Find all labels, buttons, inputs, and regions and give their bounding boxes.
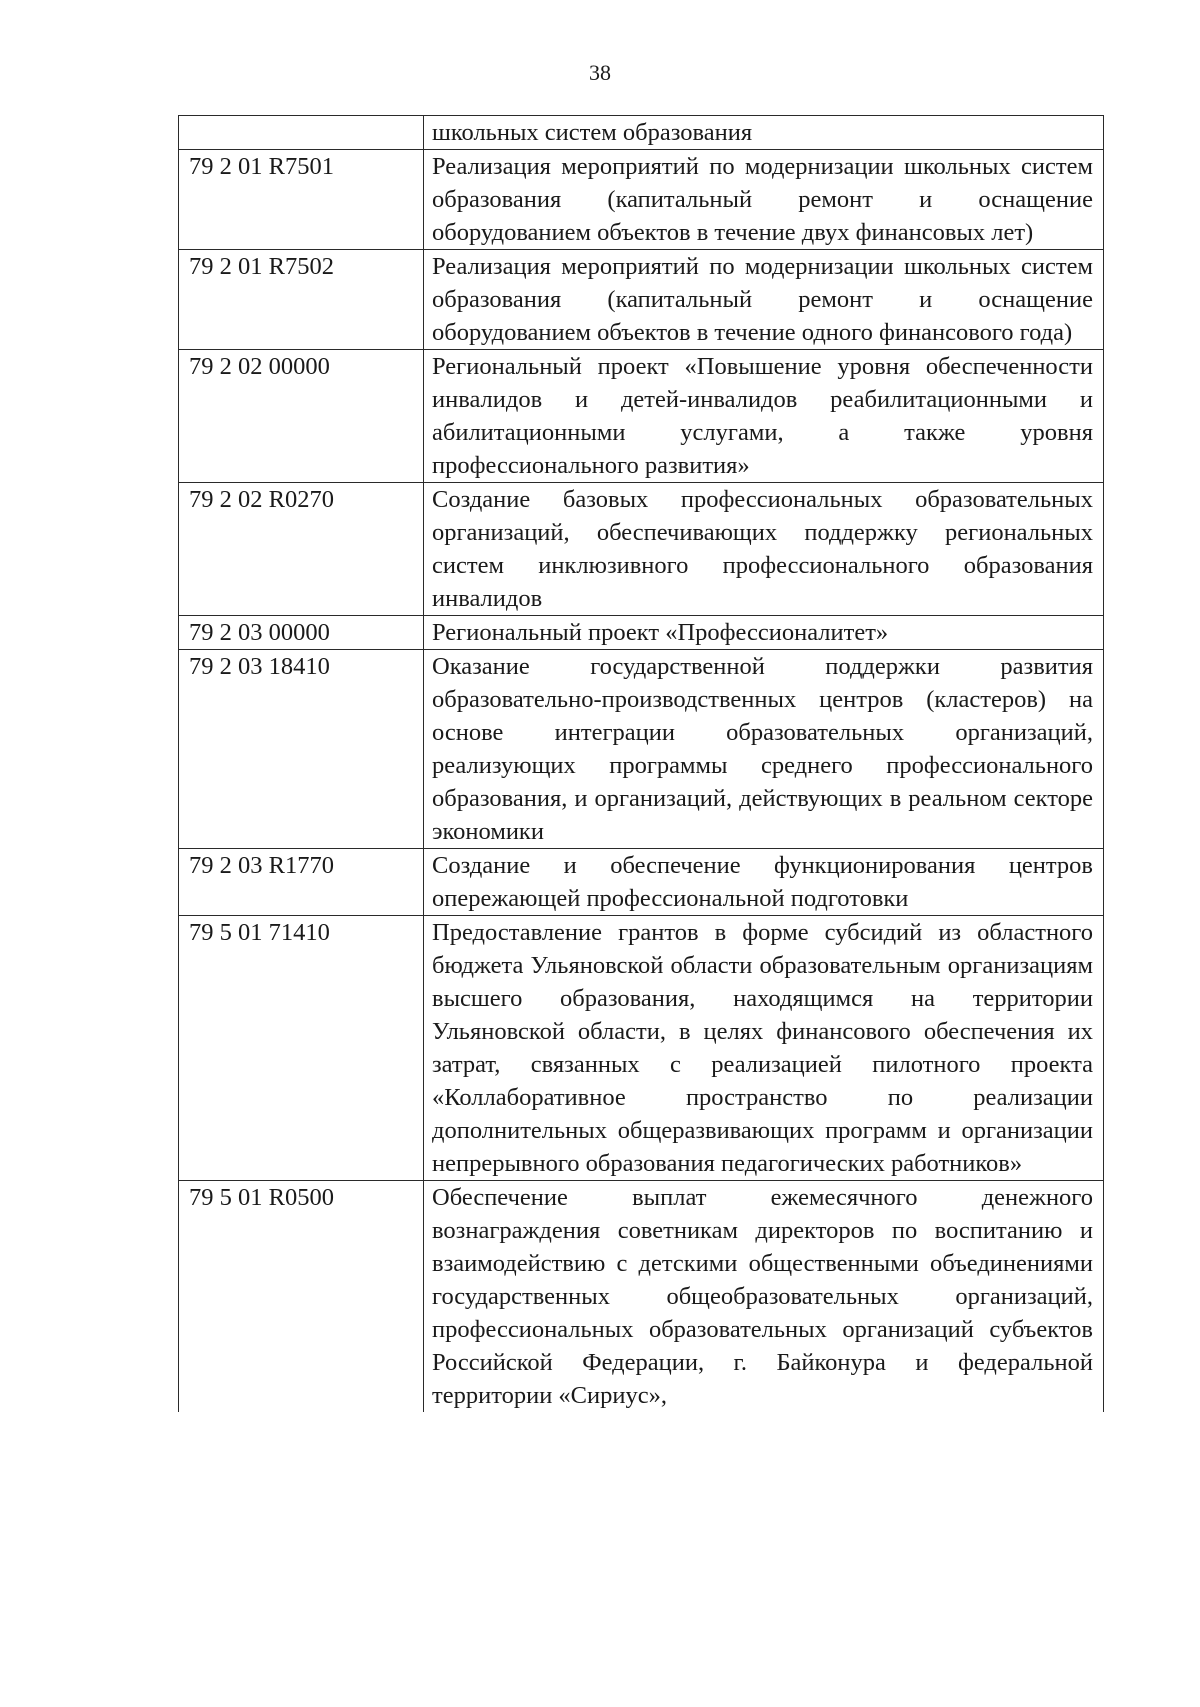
table-row — [179, 916, 1104, 1181]
table-row — [179, 350, 1104, 483]
row-code: 79 2 03 R1770 — [179, 849, 424, 916]
row-description: Реализация мероприятий по модернизации школьных систем образования (капитальный ремонт и оснащение оборудованием объектов в течение одного финансового года) — [424, 250, 1104, 350]
row-code — [179, 116, 424, 150]
row-description: Создание базовых профессиональных образовательных организаций, обеспечивающих поддержку региональных систем инклюзивного профессионального образования инвалидов — [424, 483, 1104, 616]
row-code: 79 5 01 R0500 — [179, 1181, 424, 1413]
row-description: Обеспечение выплат ежемесячного денежного вознаграждения советникам директоров по воспитанию и взаимодействию с детскими общественными объединениями государственных общеобразовательных организаций, профессиональных образовательных организаций субъектов Российской Федерации, г. Байконура и федеральной территории «Сириус», — [424, 1181, 1104, 1413]
row-description: школьных систем образования — [424, 116, 1104, 150]
table-row — [179, 616, 1104, 650]
row-description: Региональный проект «Повышение уровня обеспеченности инвалидов и детей-инвалидов реабилитационными и абилитационными услугами, а также уровня профессионального развития» — [424, 350, 1104, 483]
row-code: 79 2 03 18410 — [179, 650, 424, 849]
row-code: 79 2 02 00000 — [179, 350, 424, 483]
row-code: 79 5 01 71410 — [179, 916, 424, 1181]
row-code: 79 2 01 R7502 — [179, 250, 424, 350]
row-description: Оказание государственной поддержки развития образовательно-производственных центров (кластеров) на основе интеграции образовательных организаций, реализующих программы среднего профессионального образования, и организаций, действующих в реальном секторе экономики — [424, 650, 1104, 849]
table-row — [179, 116, 1104, 150]
page-number: 38 — [589, 60, 611, 85]
table-row — [179, 650, 1104, 849]
row-description: Создание и обеспечение функционирования центров опережающей профессиональной подготовки — [424, 849, 1104, 916]
table-row — [179, 250, 1104, 350]
row-code: 79 2 03 00000 — [179, 616, 424, 650]
table-row — [179, 849, 1104, 916]
budget-classification-table — [178, 115, 1104, 1412]
row-description: Реализация мероприятий по модернизации школьных систем образования (капитальный ремонт и оснащение оборудованием объектов в течение двух финансовых лет) — [424, 150, 1104, 250]
table-row — [179, 483, 1104, 616]
row-code: 79 2 01 R7501 — [179, 150, 424, 250]
row-code: 79 2 02 R0270 — [179, 483, 424, 616]
row-description: Региональный проект «Профессионалитет» — [424, 616, 1104, 650]
table-row — [179, 150, 1104, 250]
table-row — [179, 1181, 1104, 1413]
row-description: Предоставление грантов в форме субсидий из областного бюджета Ульяновской области образовательным организациям высшего образования, находящимся на территории Ульяновской области, в целях финансового обеспечения их затрат, связанных с реализацией пилотного проекта «Коллаборативное пространство по реализации дополнительных общеразвивающих программ и организации непрерывного образования педагогических работников» — [424, 916, 1104, 1181]
